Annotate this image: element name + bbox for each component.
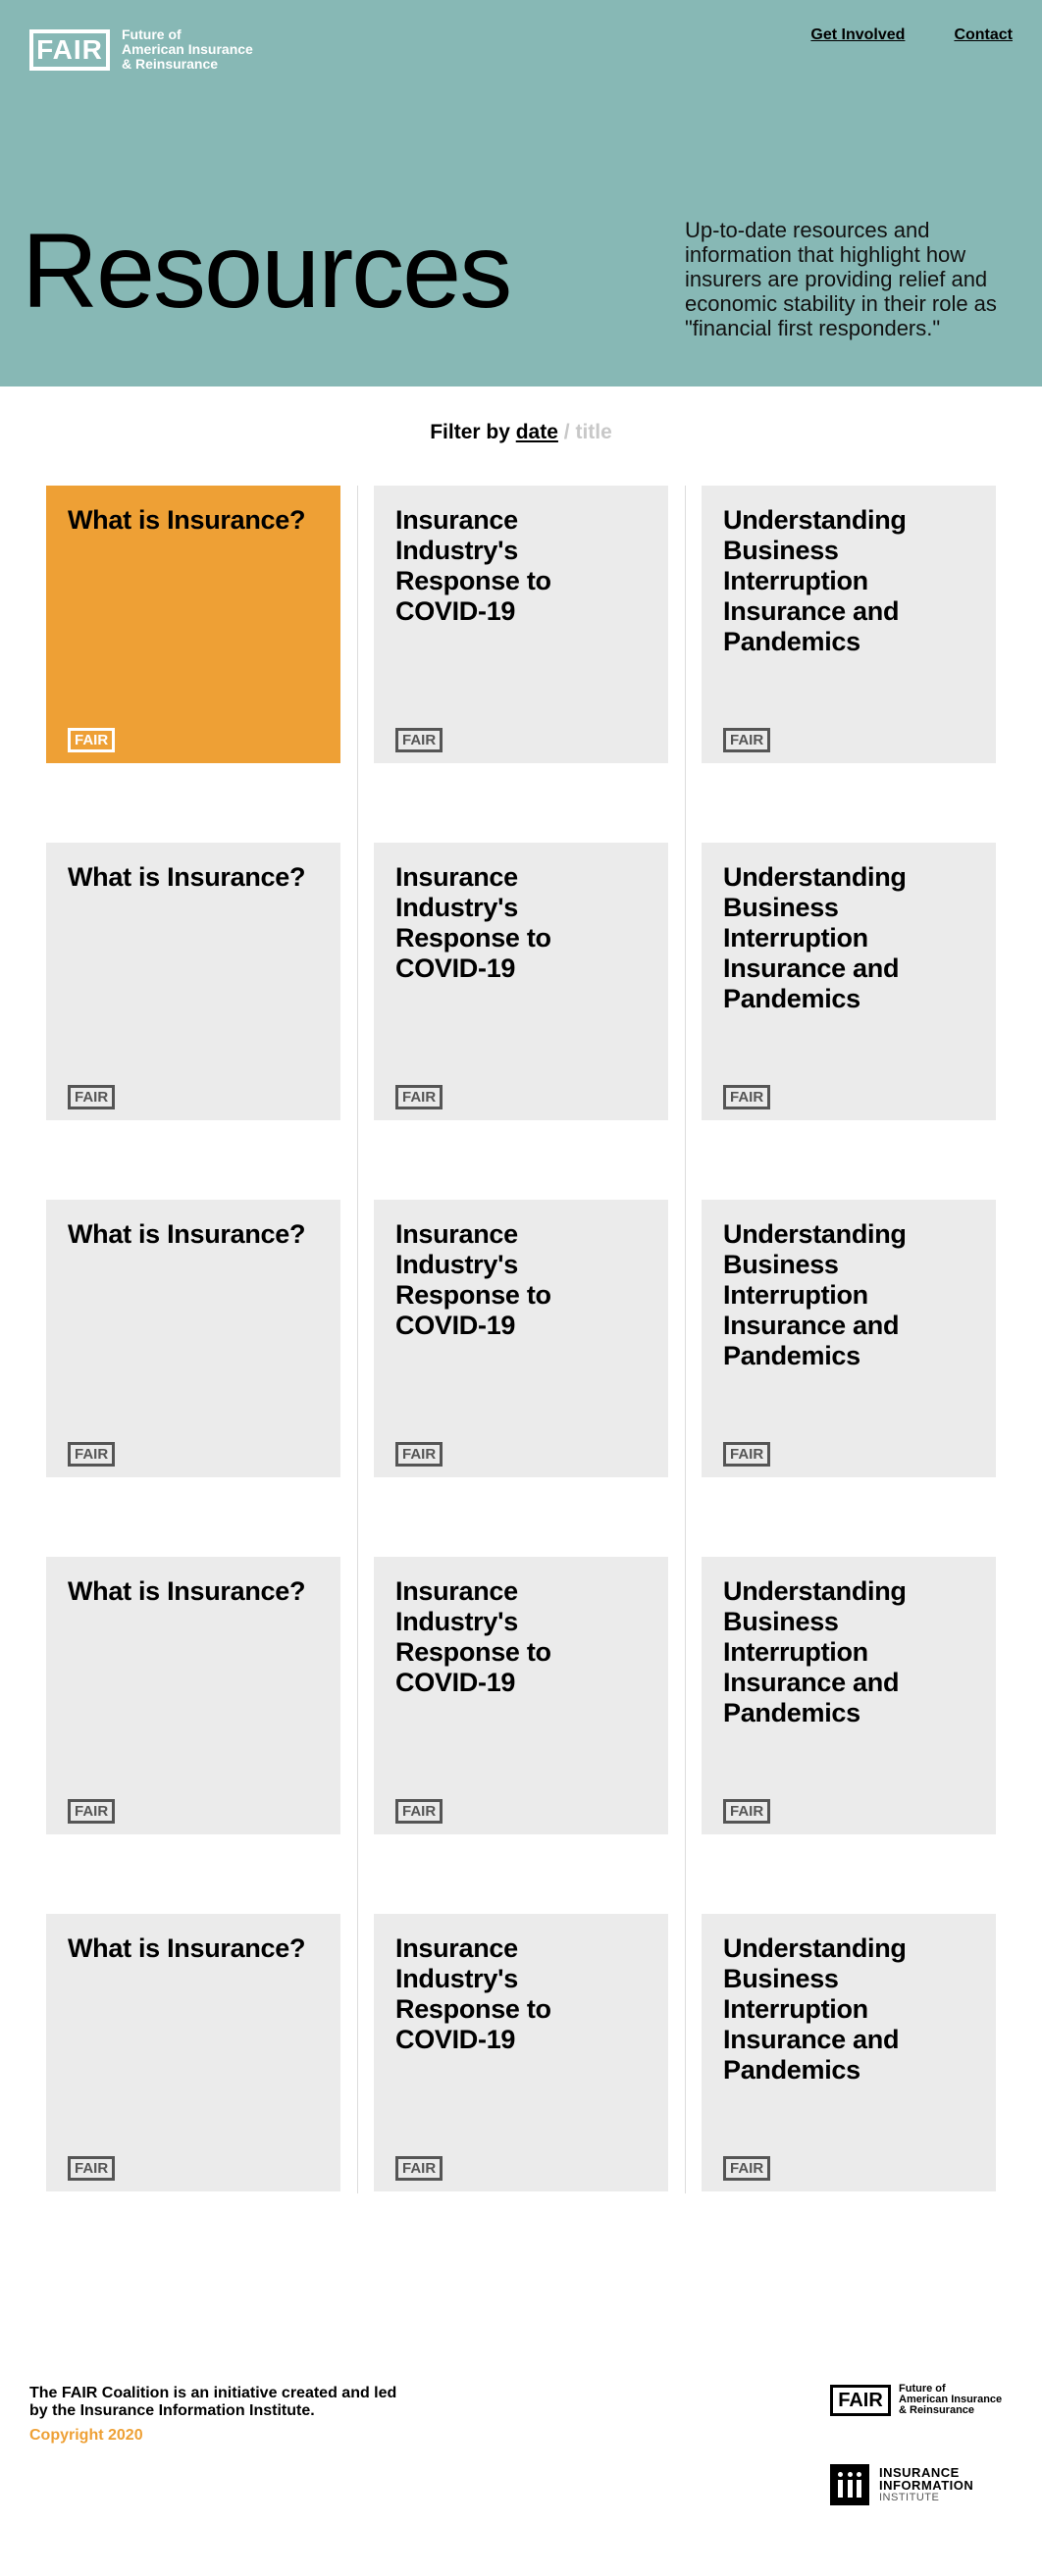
filter-prefix: Filter by <box>430 421 510 443</box>
resource-card[interactable] <box>46 1914 340 2191</box>
card-title: Understanding Business Interruption Insurance and Pandemics <box>723 1219 907 1370</box>
footer-copyright: Copyright 2020 <box>29 2427 143 2444</box>
resource-card[interactable] <box>46 1200 340 1477</box>
resource-card[interactable] <box>702 1914 996 2191</box>
card-tag: FAIR <box>68 728 115 752</box>
top-nav <box>761 26 1013 44</box>
card-tag: FAIR <box>395 1799 443 1824</box>
card-tag: FAIR <box>68 1085 115 1109</box>
card-title: What is Insurance? <box>68 1933 306 1963</box>
card-title: Insurance Industry's Response to COVID-19 <box>395 505 551 626</box>
filter-by-date-link[interactable]: date <box>515 421 558 443</box>
card-title: What is Insurance? <box>68 1576 306 1606</box>
hero-description: Up-to-date resources and information that highlight how insurers are providing relief and economic stability in their role as "financial first responders." <box>685 218 997 340</box>
resource-card[interactable] <box>46 1557 340 1834</box>
card-tag: FAIR <box>68 1799 115 1824</box>
logo-line: & Reinsurance <box>122 56 219 72</box>
column-divider <box>357 486 358 2193</box>
resource-card[interactable] <box>374 1914 668 2191</box>
card-tag: FAIR <box>68 2156 115 2181</box>
hero-section <box>0 0 1042 386</box>
card-tag: FAIR <box>723 1085 770 1109</box>
logo-line: INFORMATION <box>879 2477 974 2493</box>
nav-contact-link[interactable]: Contact <box>954 26 1013 43</box>
footer-fair-logo-text <box>899 2384 1002 2416</box>
card-tag: FAIR <box>68 1442 115 1467</box>
card-title: Understanding Business Interruption Insurance and Pandemics <box>723 505 907 656</box>
card-title: Understanding Business Interruption Insurance and Pandemics <box>723 1576 907 1727</box>
logo-line: American Insurance <box>899 2394 1003 2405</box>
resource-card[interactable] <box>702 1200 996 1477</box>
card-title: Insurance Industry's Response to COVID-19 <box>395 1933 551 2054</box>
footer-fair-logo-mark: FAIR <box>830 2385 891 2416</box>
card-title: Insurance Industry's Response to COVID-19 <box>395 862 551 983</box>
card-title: Understanding Business Interruption Insurance and Pandemics <box>723 1933 907 2085</box>
column-divider <box>685 486 686 2193</box>
card-tag: FAIR <box>723 1799 770 1824</box>
footer-description: The FAIR Coalition is an initiative created and led by the Insurance Information Institute. <box>29 2385 397 2419</box>
logo-line: INSTITUTE <box>879 2491 940 2503</box>
card-tag: FAIR <box>723 2156 770 2181</box>
iii-logo-text <box>879 2466 973 2504</box>
logo-line: INSURANCE <box>879 2464 960 2480</box>
filter-bar <box>0 421 1042 444</box>
card-tag: FAIR <box>723 728 770 752</box>
fair-logo-text <box>122 27 253 72</box>
card-tag: FAIR <box>395 1085 443 1109</box>
card-tag: FAIR <box>395 1442 443 1467</box>
logo-line: Future of <box>122 26 182 42</box>
resource-card[interactable] <box>374 486 668 763</box>
logo-line: & Reinsurance <box>899 2404 975 2416</box>
footer-iii-logo[interactable] <box>830 2464 973 2505</box>
card-title: Understanding Business Interruption Insurance and Pandemics <box>723 862 907 1013</box>
card-title: What is Insurance? <box>68 505 306 535</box>
nav-get-involved-link[interactable]: Get Involved <box>810 26 906 43</box>
card-title: What is Insurance? <box>68 862 306 892</box>
logo-line: Future of <box>899 2383 946 2395</box>
resource-card[interactable] <box>46 843 340 1120</box>
resource-card[interactable] <box>702 1557 996 1834</box>
filter-separator: / <box>563 421 570 443</box>
fair-logo[interactable] <box>29 27 253 72</box>
resource-card[interactable] <box>374 1200 668 1477</box>
footer-fair-logo[interactable] <box>830 2384 1002 2416</box>
iii-columns-icon <box>830 2464 869 2505</box>
resource-card[interactable] <box>702 843 996 1120</box>
resource-card[interactable] <box>374 1557 668 1834</box>
logo-line: American Insurance <box>122 41 253 57</box>
fair-logo-mark: FAIR <box>29 29 110 71</box>
resource-card[interactable] <box>374 843 668 1120</box>
filter-by-title-link[interactable]: title <box>575 421 612 443</box>
card-title: Insurance Industry's Response to COVID-19 <box>395 1576 551 1697</box>
card-title: Insurance Industry's Response to COVID-19 <box>395 1219 551 1340</box>
resource-card[interactable] <box>702 486 996 763</box>
card-tag: FAIR <box>395 728 443 752</box>
resource-card[interactable] <box>46 486 340 763</box>
card-title: What is Insurance? <box>68 1219 306 1249</box>
card-tag: FAIR <box>723 1442 770 1467</box>
card-tag: FAIR <box>395 2156 443 2181</box>
page-title: Resources <box>22 211 511 330</box>
